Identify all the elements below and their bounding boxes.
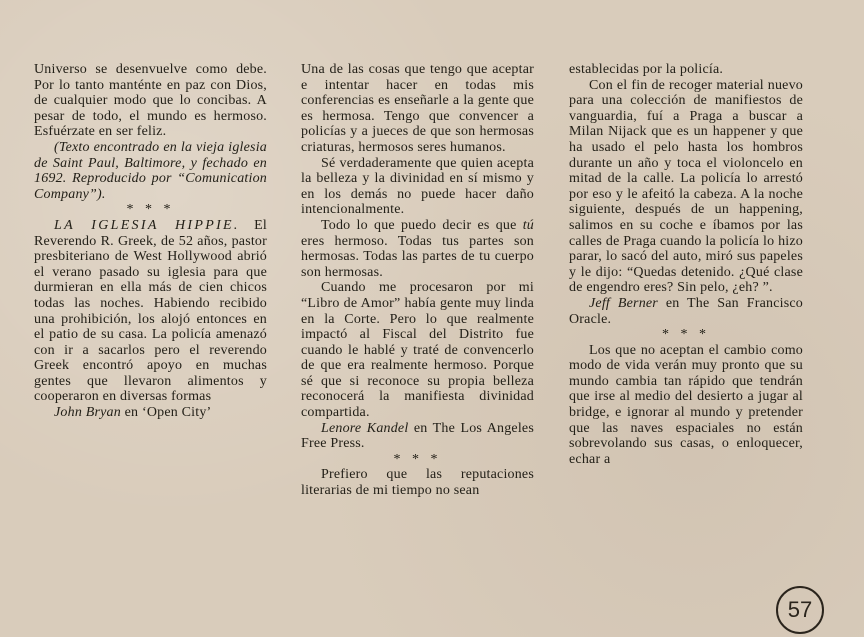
col1-paragraph-hippie-church — [34, 218, 267, 405]
col1-quote-source: (Texto encontrado en la vieja iglesia de Saint Paul, Baltimore, y fechado en 1692. Reproducido por “Comunication Company”). — [34, 139, 267, 202]
column-2 — [301, 62, 534, 499]
col3-byline — [569, 296, 803, 327]
col2-paragraph-1: Una de las cosas que tengo que aceptar e intentar hacer en todas mis conferencias es enseñarle a la gente que es hermosa. Tengo que convencer a policías y a jueces de que son hermosas criaturas, hermosos seres humanos. — [301, 62, 534, 155]
source-publication: en The San Francisco Oracle. — [569, 295, 803, 327]
col3-paragraph-3: Los que no aceptan el cambio como modo de vida verán muy pronto que su mundo cambia tan rápido que tendrán que irse al medio del desierto a jugar al bridge, e ignorar al mundo y pretender que las naves espaciales no están sobrevolando sus casas, o enloquecer, echar a — [569, 342, 803, 467]
col2-paragraph-5: Prefiero que las reputaciones literarias de mi tiempo no sean — [301, 467, 534, 499]
col1-byline — [34, 405, 267, 421]
section-divider: * * * — [126, 202, 175, 218]
col2-p3-text-b: eres hermoso. Todas tus partes son hermosas. Todas las partes de tu cuerpo son hermosas. — [301, 233, 534, 280]
col2-paragraph-3 — [301, 218, 534, 280]
column-1 — [34, 62, 267, 421]
col3-paragraph-2: Con el fin de recoger material nuevo para una colección de manifiestos de vanguardia, fuí a Praga a buscar a Milan Nijack que es un happener y que ha usado el pelo hasta los hombros durante un año y toca el violoncelo en mitad de la calle. La policía lo arrestó por eso y le afeitó la cabeza. A la noche siguiente, después de un happening, salimos en su coche e íbamos por las calles de Praga cuando la policía lo hizo parar, lo sacó del auto, miró sus papeles y le dijo: “Quedas detenido. ¿Qué clase de engendro eres? Sin pelo, ¿eh? ”. — [569, 77, 803, 296]
col2-p3-emphasis: tú — [522, 217, 534, 233]
author-name: Lenore Kandel — [321, 420, 409, 436]
author-name: John Bryan — [54, 405, 121, 421]
col1-paragraph-1: Universo se desenvuelve como debe. Por lo tanto manténte en paz con Dios, de cualquier modo que lo concibas. A pesar de todo, el mundo es hermoso. Esfuérzate en ser feliz. — [34, 62, 267, 140]
col2-p3-text-a: Todo lo que puedo decir es que — [321, 217, 523, 233]
column-3 — [569, 62, 803, 467]
col2-paragraph-4: Cuando me procesaron por mi “Libro de Amor” había gente muy linda en la Corte. Pero lo que realmente impactó al Fiscal del Distrito fue cuando le hablé y traté de convencerlo de que era realmente hermoso. Porque sé que si reconoce su propia belleza reconocerá la manifiesta divinidad compartida. — [301, 280, 534, 421]
section-heading: LA IGLESIA HIPPIE. — [54, 217, 240, 233]
source-publication: en The Los Angeles Free Press. — [301, 420, 534, 452]
col2-paragraph-2: Sé verdaderamente que quien acepta la belleza y la divinidad en sí mismo y en los demás no puede hacer daño intencionalmente. — [301, 155, 534, 218]
col2-byline — [301, 421, 534, 452]
section-divider: * * * — [662, 327, 710, 343]
col3-paragraph-1: establecidas por la policía. — [569, 62, 724, 77]
source-publication: en ‘Open City’ — [120, 405, 212, 421]
page-number: 57 — [776, 586, 824, 634]
author-name: Jeff Berner — [589, 295, 658, 311]
section-divider: * * * — [393, 451, 442, 467]
col1-paragraph-body: El Reverendo R. Greek, de 52 años, pastor presbiteriano de West Hollywood abrió el verano pasado su iglesia para que durmieran en ella más de cien chicos todas las noches. Habiendo recibido una prohibición, los alojó entonces en el patio de su casa. La policía amenazó con ir a sacarlos pero el reverendo Greek encontró apoyo en muchas gentes que llevaron alimentos y cooperaron en diversas formas — [34, 217, 267, 405]
